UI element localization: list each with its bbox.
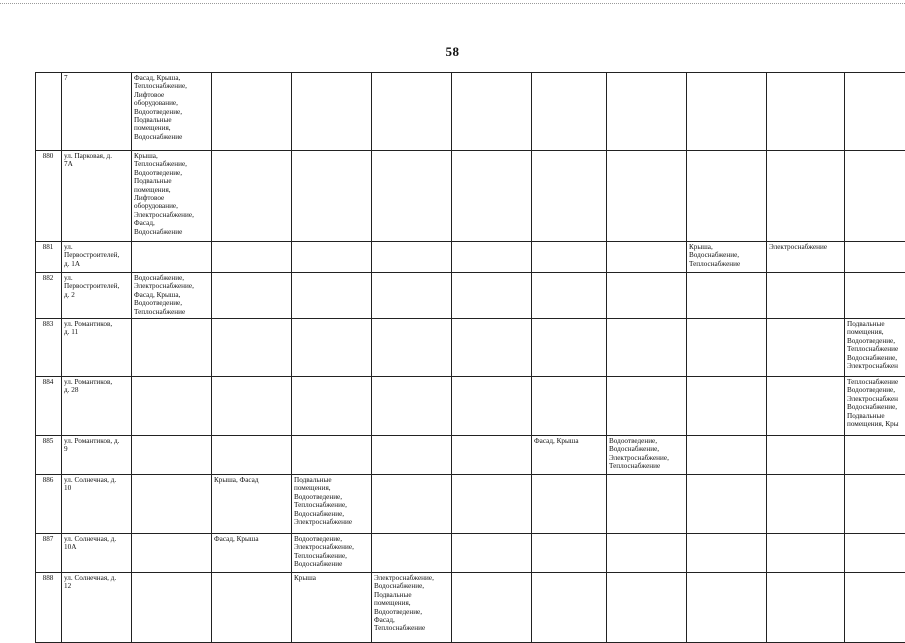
work-type-cell	[212, 273, 292, 319]
table-row	[36, 377, 905, 436]
work-type-cell	[607, 151, 687, 242]
work-type-cell	[372, 151, 452, 242]
work-type-cell	[767, 436, 845, 475]
row-number: 882	[36, 273, 62, 319]
scan-edge-line	[0, 3, 905, 4]
work-type-cell	[212, 377, 292, 436]
work-type-cell	[767, 273, 845, 319]
table-row	[36, 534, 905, 573]
work-type-cell	[767, 573, 845, 643]
work-type-cell	[292, 151, 372, 242]
work-type-cell	[532, 573, 607, 643]
address-cell: ул. Романтиков, д. 11	[62, 319, 132, 377]
work-type-cell: Крыша, Фасад	[212, 475, 292, 534]
work-type-cell	[845, 436, 905, 475]
work-type-cell	[532, 377, 607, 436]
work-type-cell	[292, 242, 372, 273]
work-type-cell	[607, 377, 687, 436]
address-cell: ул. Солнечная, д. 10	[62, 475, 132, 534]
work-type-cell	[767, 377, 845, 436]
work-type-cell	[372, 73, 452, 151]
work-type-cell	[845, 573, 905, 643]
work-type-cell	[132, 242, 212, 273]
row-number: 888	[36, 573, 62, 643]
address-cell: ул. Романтиков, д. 28	[62, 377, 132, 436]
row-number: 886	[36, 475, 62, 534]
work-type-cell	[687, 377, 767, 436]
work-type-cell	[212, 151, 292, 242]
work-type-cell	[452, 319, 532, 377]
work-type-cell	[212, 436, 292, 475]
work-type-cell	[452, 573, 532, 643]
work-type-cell	[532, 273, 607, 319]
work-type-cell	[372, 377, 452, 436]
work-type-cell	[687, 573, 767, 643]
work-type-cell	[845, 151, 905, 242]
work-type-cell	[607, 475, 687, 534]
work-type-cell	[132, 475, 212, 534]
work-type-cell	[687, 273, 767, 319]
work-type-cell	[132, 436, 212, 475]
work-type-cell	[532, 319, 607, 377]
address-cell: ул. Солнечная, д. 12	[62, 573, 132, 643]
work-type-cell: Крыша, Водоснабжение, Теплоснабжение	[687, 242, 767, 273]
work-type-cell	[532, 242, 607, 273]
table-row	[36, 475, 905, 534]
work-type-cell	[212, 573, 292, 643]
work-type-cell	[767, 73, 845, 151]
table-row	[36, 573, 905, 643]
work-type-cell	[767, 475, 845, 534]
work-type-cell	[292, 436, 372, 475]
work-type-cell: Водоотведение, Водоснабжение, Электроснабжение, Теплоснабжение	[607, 436, 687, 475]
work-type-cell	[767, 534, 845, 573]
address-cell: ул. Романтиков, д. 9	[62, 436, 132, 475]
row-number: 883	[36, 319, 62, 377]
work-type-cell	[532, 151, 607, 242]
row-number	[36, 73, 62, 151]
work-type-cell	[687, 151, 767, 242]
address-cell: ул. Солнечная, д. 10А	[62, 534, 132, 573]
work-type-cell	[845, 73, 905, 151]
work-type-cell: Водоснабжение, Электроснабжение, Фасад, Крыша, Водоотведение, Теплоснабжение	[132, 273, 212, 319]
work-type-cell	[292, 319, 372, 377]
table-row	[36, 436, 905, 475]
work-type-cell	[372, 319, 452, 377]
table-row	[36, 273, 905, 319]
work-type-cell	[532, 73, 607, 151]
work-type-cell: Теплоснабжение Водоотведение, Электроснабжен Водоснабжение, Подвальные помещения, Кры	[845, 377, 905, 436]
work-type-cell	[372, 436, 452, 475]
work-type-cell	[212, 242, 292, 273]
work-type-cell	[212, 319, 292, 377]
work-type-cell	[372, 475, 452, 534]
address-cell: ул. Парковая, д. 7А	[62, 151, 132, 242]
work-type-cell	[845, 534, 905, 573]
work-type-cell	[607, 273, 687, 319]
table-row	[36, 151, 905, 242]
table-row	[36, 73, 905, 151]
work-type-cell	[452, 273, 532, 319]
work-schedule-table	[35, 72, 905, 643]
row-number: 880	[36, 151, 62, 242]
work-type-cell	[132, 377, 212, 436]
work-type-cell: Электроснабжение, Водоснабжение, Подвальные помещения, Водоотведение, Фасад, Теплоснабжение	[372, 573, 452, 643]
work-type-cell	[687, 534, 767, 573]
address-cell: ул. Первостроителей, д. 1А	[62, 242, 132, 273]
work-type-cell: Водоотведение, Электроснабжение, Теплоснабжение, Водоснабжение	[292, 534, 372, 573]
work-type-cell: Фасад, Крыша	[212, 534, 292, 573]
page-number: 58	[0, 44, 905, 60]
work-type-cell: Фасад, Крыша, Теплоснабжение, Лифтовое оборудование, Водоотведение, Подвальные помещения, Водоснабжение	[132, 73, 212, 151]
work-type-cell	[687, 475, 767, 534]
work-type-cell	[452, 151, 532, 242]
work-type-cell	[767, 151, 845, 242]
work-type-cell	[687, 73, 767, 151]
work-type-cell	[292, 273, 372, 319]
work-type-cell	[607, 573, 687, 643]
work-type-cell	[532, 534, 607, 573]
table-row	[36, 319, 905, 377]
work-type-cell	[132, 319, 212, 377]
work-type-cell	[607, 319, 687, 377]
work-type-cell: Электроснабжение	[767, 242, 845, 273]
table-row	[36, 242, 905, 273]
row-number: 881	[36, 242, 62, 273]
work-type-cell	[845, 273, 905, 319]
address-cell: 7	[62, 73, 132, 151]
work-type-cell	[452, 475, 532, 534]
work-type-cell	[212, 73, 292, 151]
work-type-cell	[845, 242, 905, 273]
row-number: 885	[36, 436, 62, 475]
work-type-cell	[372, 534, 452, 573]
address-cell: ул. Первостроителей, д. 2	[62, 273, 132, 319]
work-type-cell	[132, 534, 212, 573]
work-type-cell: Фасад, Крыша	[532, 436, 607, 475]
work-type-cell	[452, 534, 532, 573]
work-type-cell	[532, 475, 607, 534]
work-type-cell	[132, 573, 212, 643]
work-type-cell	[372, 273, 452, 319]
work-type-cell	[845, 475, 905, 534]
work-type-cell	[607, 73, 687, 151]
work-type-cell: Подвальные помещения, Водоотведение, Теплоснабжение Водоснабжение, Электроснабжен	[845, 319, 905, 377]
row-number: 887	[36, 534, 62, 573]
work-type-cell	[687, 319, 767, 377]
work-type-cell	[292, 377, 372, 436]
work-type-cell: Крыша, Теплоснабжение, Водоотведение, Подвальные помещения, Лифтовое оборудование, Электроснабжение, Фасад, Водоснабжение	[132, 151, 212, 242]
row-number: 884	[36, 377, 62, 436]
work-type-cell	[372, 242, 452, 273]
work-type-cell	[607, 534, 687, 573]
work-type-cell	[452, 377, 532, 436]
work-type-cell: Подвальные помещения, Водоотведение, Теплоснабжение, Водоснабжение, Электроснабжение	[292, 475, 372, 534]
work-type-cell	[452, 242, 532, 273]
work-type-cell: Крыша	[292, 573, 372, 643]
work-type-cell	[687, 436, 767, 475]
work-type-cell	[452, 436, 532, 475]
work-type-cell	[292, 73, 372, 151]
work-type-cell	[767, 319, 845, 377]
work-type-cell	[607, 242, 687, 273]
work-type-cell	[452, 73, 532, 151]
